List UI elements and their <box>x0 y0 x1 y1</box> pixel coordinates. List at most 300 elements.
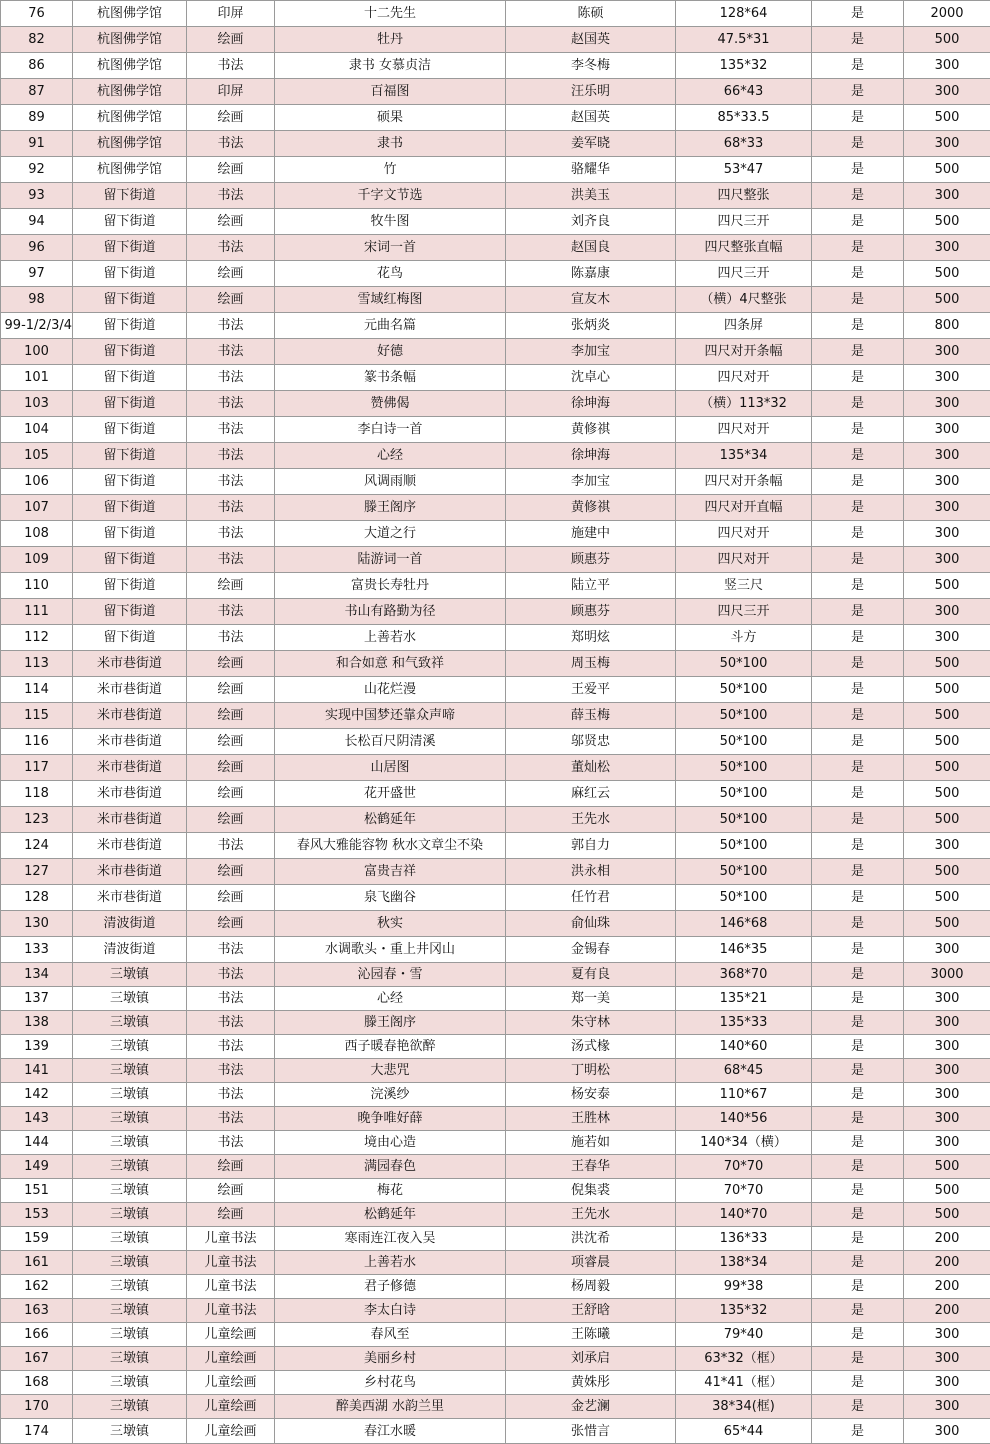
cell-title: 醉美西湖 水韵兰里 <box>275 1395 506 1419</box>
table-row <box>1 495 990 521</box>
cell-category: 儿童绘画 <box>187 1347 275 1371</box>
cell-id: 170 <box>1 1395 73 1419</box>
table-row <box>1 1371 990 1395</box>
cell-flag: 是 <box>812 79 904 105</box>
cell-size: 136*33 <box>676 1227 812 1251</box>
cell-artist: 刘齐良 <box>506 209 676 235</box>
cell-title: 寒雨连江夜入吴 <box>275 1227 506 1251</box>
cell-title: 十二先生 <box>275 1 506 27</box>
cell-price: 200 <box>904 1227 990 1251</box>
cell-venue: 杭图佛学馆 <box>73 131 187 157</box>
cell-venue: 三墩镇 <box>73 1251 187 1275</box>
cell-flag: 是 <box>812 1227 904 1251</box>
cell-price: 300 <box>904 937 990 963</box>
cell-title: 大道之行 <box>275 521 506 547</box>
cell-category: 书法 <box>187 417 275 443</box>
table-row <box>1 1179 990 1203</box>
cell-artist: 郑一美 <box>506 987 676 1011</box>
cell-size: 140*34（横） <box>676 1131 812 1155</box>
cell-artist: 倪集裘 <box>506 1179 676 1203</box>
cell-price: 300 <box>904 625 990 651</box>
table-row <box>1 911 990 937</box>
cell-title: 滕王阁序 <box>275 495 506 521</box>
table-row <box>1 105 990 131</box>
cell-flag: 是 <box>812 287 904 313</box>
cell-size: 135*32 <box>676 1299 812 1323</box>
cell-flag: 是 <box>812 27 904 53</box>
cell-id: 101 <box>1 365 73 391</box>
cell-artist: 施若如 <box>506 1131 676 1155</box>
cell-artist: 项睿晨 <box>506 1251 676 1275</box>
cell-size: 四尺整张直幅 <box>676 235 812 261</box>
cell-title: 春风大雅能容物 秋水文章尘不染 <box>275 833 506 859</box>
table-row <box>1 573 990 599</box>
cell-category: 书法 <box>187 1107 275 1131</box>
cell-title: 松鹤延年 <box>275 807 506 833</box>
cell-flag: 是 <box>812 391 904 417</box>
cell-id: 159 <box>1 1227 73 1251</box>
cell-title: 晚争唯好薛 <box>275 1107 506 1131</box>
cell-artist: 徐坤海 <box>506 443 676 469</box>
cell-title: 上善若水 <box>275 1251 506 1275</box>
cell-flag: 是 <box>812 521 904 547</box>
cell-artist: 朱守林 <box>506 1011 676 1035</box>
table-row <box>1 729 990 755</box>
cell-size: 79*40 <box>676 1323 812 1347</box>
cell-size: 四尺整张 <box>676 183 812 209</box>
cell-price: 500 <box>904 781 990 807</box>
cell-title: 心经 <box>275 443 506 469</box>
cell-artist: 顾惠芬 <box>506 599 676 625</box>
cell-id: 99-1/2/3/4 <box>1 313 73 339</box>
cell-size: 65*44 <box>676 1419 812 1444</box>
cell-artist: 王先水 <box>506 1203 676 1227</box>
cell-flag: 是 <box>812 1347 904 1371</box>
cell-artist: 施建中 <box>506 521 676 547</box>
cell-id: 94 <box>1 209 73 235</box>
cell-category: 绘画 <box>187 729 275 755</box>
cell-title: 松鹤延年 <box>275 1203 506 1227</box>
cell-flag: 是 <box>812 1299 904 1323</box>
cell-id: 98 <box>1 287 73 313</box>
cell-price: 800 <box>904 313 990 339</box>
cell-id: 133 <box>1 937 73 963</box>
cell-size: 66*43 <box>676 79 812 105</box>
cell-flag: 是 <box>812 209 904 235</box>
table-row <box>1 469 990 495</box>
cell-price: 300 <box>904 833 990 859</box>
cell-flag: 是 <box>812 547 904 573</box>
cell-flag: 是 <box>812 1275 904 1299</box>
cell-size: 50*100 <box>676 885 812 911</box>
cell-size: 53*47 <box>676 157 812 183</box>
cell-size: 146*35 <box>676 937 812 963</box>
cell-category: 书法 <box>187 339 275 365</box>
cell-flag: 是 <box>812 1419 904 1444</box>
cell-artist: 郑明炫 <box>506 625 676 651</box>
cell-id: 117 <box>1 755 73 781</box>
cell-venue: 清波街道 <box>73 911 187 937</box>
cell-id: 141 <box>1 1059 73 1083</box>
cell-artist: 杨周毅 <box>506 1275 676 1299</box>
cell-category: 绘画 <box>187 157 275 183</box>
cell-price: 300 <box>904 547 990 573</box>
cell-venue: 留下街道 <box>73 599 187 625</box>
cell-price: 500 <box>904 677 990 703</box>
cell-flag: 是 <box>812 53 904 79</box>
cell-title: 李白诗一首 <box>275 417 506 443</box>
cell-price: 500 <box>904 573 990 599</box>
cell-venue: 留下街道 <box>73 339 187 365</box>
cell-venue: 米市巷街道 <box>73 859 187 885</box>
cell-title: 李太白诗 <box>275 1299 506 1323</box>
cell-category: 书法 <box>187 53 275 79</box>
cell-id: 111 <box>1 599 73 625</box>
cell-price: 300 <box>904 1395 990 1419</box>
cell-venue: 三墩镇 <box>73 1395 187 1419</box>
cell-size: 四条屏 <box>676 313 812 339</box>
cell-venue: 米市巷街道 <box>73 677 187 703</box>
cell-id: 123 <box>1 807 73 833</box>
cell-venue: 留下街道 <box>73 183 187 209</box>
cell-id: 166 <box>1 1323 73 1347</box>
cell-artist: 麻红云 <box>506 781 676 807</box>
cell-title: 大悲咒 <box>275 1059 506 1083</box>
cell-category: 书法 <box>187 391 275 417</box>
cell-size: 50*100 <box>676 651 812 677</box>
cell-title: 春风至 <box>275 1323 506 1347</box>
cell-title: 泉飞幽谷 <box>275 885 506 911</box>
cell-venue: 留下街道 <box>73 287 187 313</box>
cell-size: 63*32（框） <box>676 1347 812 1371</box>
cell-title: 浣溪纱 <box>275 1083 506 1107</box>
cell-id: 76 <box>1 1 73 27</box>
cell-size: 135*33 <box>676 1011 812 1035</box>
cell-venue: 杭图佛学馆 <box>73 79 187 105</box>
table-row <box>1 963 990 987</box>
cell-venue: 三墩镇 <box>73 1299 187 1323</box>
cell-title: 宋词一首 <box>275 235 506 261</box>
cell-title: 花开盛世 <box>275 781 506 807</box>
cell-price: 500 <box>904 885 990 911</box>
cell-flag: 是 <box>812 1179 904 1203</box>
cell-category: 绘画 <box>187 261 275 287</box>
cell-size: 四尺对开 <box>676 417 812 443</box>
cell-category: 书法 <box>187 1035 275 1059</box>
cell-category: 儿童书法 <box>187 1251 275 1275</box>
cell-venue: 三墩镇 <box>73 1035 187 1059</box>
cell-artist: 赵国英 <box>506 27 676 53</box>
cell-price: 300 <box>904 79 990 105</box>
cell-artist: 姜军晓 <box>506 131 676 157</box>
cell-id: 134 <box>1 963 73 987</box>
table-row <box>1 53 990 79</box>
cell-artist: 王爱平 <box>506 677 676 703</box>
cell-artist: 王春华 <box>506 1155 676 1179</box>
cell-size: 47.5*31 <box>676 27 812 53</box>
table-row <box>1 417 990 443</box>
table-row <box>1 755 990 781</box>
cell-flag: 是 <box>812 833 904 859</box>
cell-id: 143 <box>1 1107 73 1131</box>
cell-title: 富贵吉祥 <box>275 859 506 885</box>
cell-price: 300 <box>904 443 990 469</box>
cell-id: 97 <box>1 261 73 287</box>
cell-category: 绘画 <box>187 1203 275 1227</box>
cell-flag: 是 <box>812 339 904 365</box>
cell-category: 绘画 <box>187 859 275 885</box>
cell-flag: 是 <box>812 1059 904 1083</box>
cell-size: 41*41（框） <box>676 1371 812 1395</box>
cell-title: 沁园春・雪 <box>275 963 506 987</box>
cell-price: 300 <box>904 53 990 79</box>
cell-artist: 李加宝 <box>506 469 676 495</box>
cell-flag: 是 <box>812 1083 904 1107</box>
cell-size: 38*34(框) <box>676 1395 812 1419</box>
cell-category: 书法 <box>187 365 275 391</box>
cell-flag: 是 <box>812 443 904 469</box>
cell-venue: 留下街道 <box>73 625 187 651</box>
table-row <box>1 1347 990 1371</box>
cell-venue: 米市巷街道 <box>73 755 187 781</box>
cell-category: 绘画 <box>187 651 275 677</box>
cell-artist: 俞仙珠 <box>506 911 676 937</box>
cell-size: 140*70 <box>676 1203 812 1227</box>
cell-id: 149 <box>1 1155 73 1179</box>
cell-category: 书法 <box>187 1083 275 1107</box>
cell-size: 四尺三开 <box>676 209 812 235</box>
cell-artist: 洪永相 <box>506 859 676 885</box>
cell-artist: 王胜林 <box>506 1107 676 1131</box>
table-row <box>1 1227 990 1251</box>
cell-artist: 夏有良 <box>506 963 676 987</box>
cell-category: 书法 <box>187 547 275 573</box>
cell-category: 书法 <box>187 599 275 625</box>
cell-artist: 王陈曦 <box>506 1323 676 1347</box>
cell-id: 167 <box>1 1347 73 1371</box>
cell-flag: 是 <box>812 1107 904 1131</box>
cell-price: 200 <box>904 1251 990 1275</box>
cell-artist: 黄修祺 <box>506 417 676 443</box>
table-row <box>1 313 990 339</box>
cell-category: 绘画 <box>187 911 275 937</box>
cell-price: 300 <box>904 391 990 417</box>
cell-flag: 是 <box>812 365 904 391</box>
cell-category: 绘画 <box>187 885 275 911</box>
cell-price: 200 <box>904 1299 990 1323</box>
cell-flag: 是 <box>812 1203 904 1227</box>
cell-id: 86 <box>1 53 73 79</box>
cell-size: 50*100 <box>676 677 812 703</box>
cell-flag: 是 <box>812 573 904 599</box>
table-row <box>1 807 990 833</box>
cell-title: 篆书条幅 <box>275 365 506 391</box>
cell-flag: 是 <box>812 755 904 781</box>
table-row <box>1 625 990 651</box>
cell-id: 144 <box>1 1131 73 1155</box>
cell-id: 93 <box>1 183 73 209</box>
cell-title: 春江水暖 <box>275 1419 506 1444</box>
cell-price: 300 <box>904 1347 990 1371</box>
cell-venue: 留下街道 <box>73 261 187 287</box>
cell-category: 书法 <box>187 833 275 859</box>
cell-venue: 留下街道 <box>73 573 187 599</box>
cell-price: 200 <box>904 1275 990 1299</box>
cell-flag: 是 <box>812 651 904 677</box>
cell-price: 3000 <box>904 963 990 987</box>
cell-flag: 是 <box>812 261 904 287</box>
cell-title: 好德 <box>275 339 506 365</box>
cell-venue: 米市巷街道 <box>73 729 187 755</box>
cell-artist: 张炳炎 <box>506 313 676 339</box>
cell-artist: 丁明松 <box>506 1059 676 1083</box>
table-row <box>1 365 990 391</box>
cell-title: 富贵长寿牡丹 <box>275 573 506 599</box>
cell-size: 70*70 <box>676 1155 812 1179</box>
cell-flag: 是 <box>812 1371 904 1395</box>
cell-artist: 薛玉梅 <box>506 703 676 729</box>
cell-artist: 赵国良 <box>506 235 676 261</box>
cell-id: 82 <box>1 27 73 53</box>
cell-venue: 杭图佛学馆 <box>73 53 187 79</box>
cell-venue: 三墩镇 <box>73 1347 187 1371</box>
cell-price: 2000 <box>904 1 990 27</box>
cell-artist: 徐坤海 <box>506 391 676 417</box>
cell-id: 137 <box>1 987 73 1011</box>
cell-title: 花鸟 <box>275 261 506 287</box>
cell-category: 书法 <box>187 313 275 339</box>
cell-size: 50*100 <box>676 781 812 807</box>
cell-title: 元曲名篇 <box>275 313 506 339</box>
cell-title: 硕果 <box>275 105 506 131</box>
cell-venue: 米市巷街道 <box>73 807 187 833</box>
cell-price: 300 <box>904 183 990 209</box>
cell-flag: 是 <box>812 417 904 443</box>
cell-artist: 王先水 <box>506 807 676 833</box>
cell-flag: 是 <box>812 313 904 339</box>
cell-size: 50*100 <box>676 807 812 833</box>
cell-category: 儿童绘画 <box>187 1323 275 1347</box>
table-row <box>1 599 990 625</box>
cell-size: 四尺对开 <box>676 521 812 547</box>
cell-title: 百福图 <box>275 79 506 105</box>
cell-size: 135*21 <box>676 987 812 1011</box>
cell-price: 300 <box>904 1107 990 1131</box>
cell-title: 境由心造 <box>275 1131 506 1155</box>
table-row <box>1 131 990 157</box>
cell-artist: 汤式椽 <box>506 1035 676 1059</box>
cell-id: 168 <box>1 1371 73 1395</box>
cell-category: 书法 <box>187 625 275 651</box>
cell-flag: 是 <box>812 885 904 911</box>
cell-venue: 留下街道 <box>73 313 187 339</box>
cell-price: 300 <box>904 1419 990 1444</box>
cell-price: 300 <box>904 1035 990 1059</box>
cell-artist: 张惜言 <box>506 1419 676 1444</box>
cell-flag: 是 <box>812 105 904 131</box>
cell-size: 99*38 <box>676 1275 812 1299</box>
cell-title: 秋实 <box>275 911 506 937</box>
cell-category: 书法 <box>187 1059 275 1083</box>
cell-artist: 金艺澜 <box>506 1395 676 1419</box>
table-row <box>1 287 990 313</box>
cell-venue: 三墩镇 <box>73 1107 187 1131</box>
cell-venue: 三墩镇 <box>73 1059 187 1083</box>
cell-size: 四尺对开条幅 <box>676 339 812 365</box>
cell-price: 500 <box>904 1203 990 1227</box>
table-row <box>1 1203 990 1227</box>
table-row <box>1 1131 990 1155</box>
cell-category: 绘画 <box>187 1155 275 1179</box>
cell-flag: 是 <box>812 987 904 1011</box>
cell-title: 隶书 女慕贞洁 <box>275 53 506 79</box>
cell-category: 书法 <box>187 987 275 1011</box>
cell-price: 300 <box>904 521 990 547</box>
cell-size: 140*60 <box>676 1035 812 1059</box>
cell-flag: 是 <box>812 963 904 987</box>
cell-artist: 董灿松 <box>506 755 676 781</box>
cell-venue: 三墩镇 <box>73 1083 187 1107</box>
cell-id: 162 <box>1 1275 73 1299</box>
cell-price: 500 <box>904 807 990 833</box>
cell-title: 牡丹 <box>275 27 506 53</box>
cell-id: 113 <box>1 651 73 677</box>
cell-price: 500 <box>904 105 990 131</box>
cell-price: 300 <box>904 469 990 495</box>
cell-artist: 洪沈希 <box>506 1227 676 1251</box>
cell-id: 89 <box>1 105 73 131</box>
cell-artist: 洪美玉 <box>506 183 676 209</box>
table-row <box>1 833 990 859</box>
cell-category: 绘画 <box>187 807 275 833</box>
cell-artist: 周玉梅 <box>506 651 676 677</box>
cell-venue: 米市巷街道 <box>73 703 187 729</box>
cell-flag: 是 <box>812 1131 904 1155</box>
cell-venue: 米市巷街道 <box>73 885 187 911</box>
cell-category: 儿童书法 <box>187 1275 275 1299</box>
cell-id: 112 <box>1 625 73 651</box>
table-row <box>1 1251 990 1275</box>
cell-id: 130 <box>1 911 73 937</box>
cell-size: 135*34 <box>676 443 812 469</box>
cell-category: 书法 <box>187 1131 275 1155</box>
cell-flag: 是 <box>812 937 904 963</box>
table-row <box>1 937 990 963</box>
cell-flag: 是 <box>812 911 904 937</box>
cell-venue: 清波街道 <box>73 937 187 963</box>
cell-id: 103 <box>1 391 73 417</box>
cell-id: 128 <box>1 885 73 911</box>
cell-flag: 是 <box>812 157 904 183</box>
cell-price: 500 <box>904 729 990 755</box>
cell-size: （横）4尺整张 <box>676 287 812 313</box>
cell-category: 印屏 <box>187 79 275 105</box>
cell-flag: 是 <box>812 1395 904 1419</box>
table-row <box>1 339 990 365</box>
table-row <box>1 1395 990 1419</box>
cell-size: （横）113*32 <box>676 391 812 417</box>
cell-price: 500 <box>904 859 990 885</box>
table-row <box>1 885 990 911</box>
cell-artist: 李加宝 <box>506 339 676 365</box>
cell-flag: 是 <box>812 625 904 651</box>
cell-id: 127 <box>1 859 73 885</box>
cell-flag: 是 <box>812 1011 904 1035</box>
artwork-table-body <box>1 1 990 1444</box>
cell-artist: 郭自力 <box>506 833 676 859</box>
table-row <box>1 859 990 885</box>
cell-venue: 三墩镇 <box>73 987 187 1011</box>
